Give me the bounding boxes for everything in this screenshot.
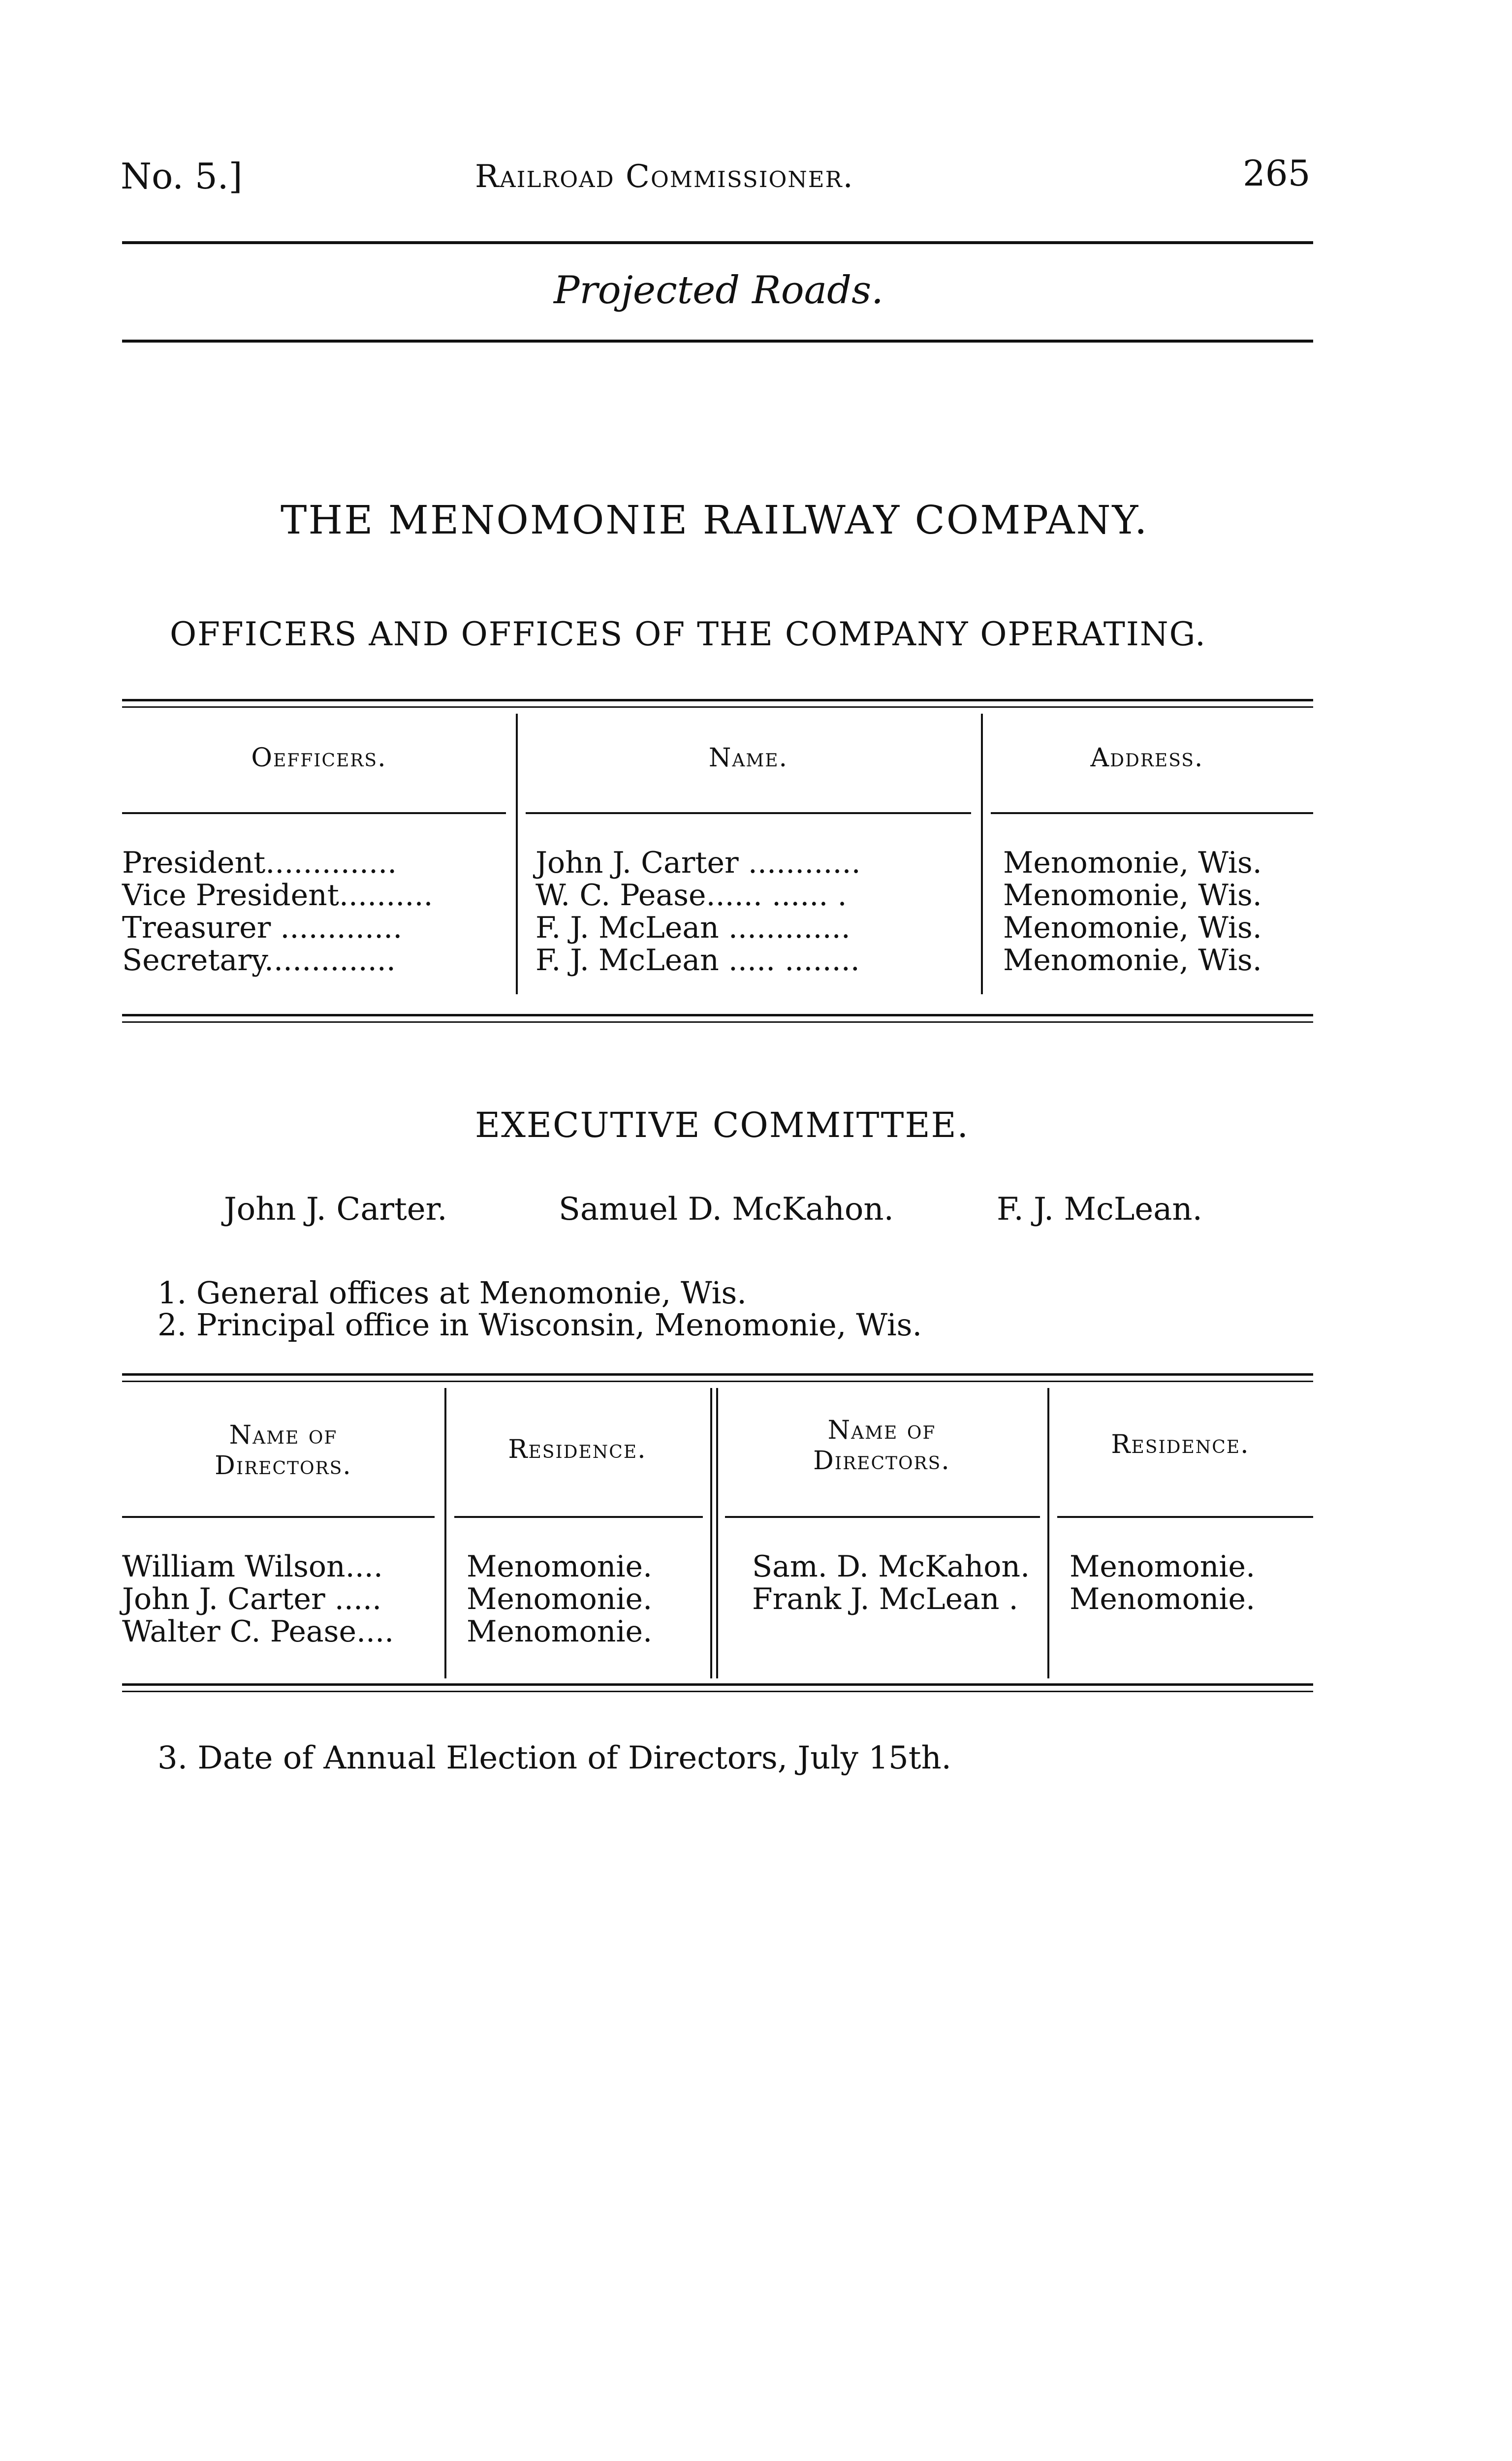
running-title: Railroad Commissioner. bbox=[475, 158, 854, 195]
director-name: John J. Carter ..... bbox=[122, 1582, 382, 1616]
director-residence: Menomonie. bbox=[467, 1614, 653, 1649]
table-bottom-rule bbox=[122, 1014, 1313, 1023]
officer-office: President.............. bbox=[122, 846, 397, 880]
officer-address: Menomonie, Wis. bbox=[1003, 846, 1262, 880]
header-underline bbox=[122, 812, 506, 814]
committee-member: F. J. McLean. bbox=[997, 1191, 1202, 1228]
director-residence: Menomonie. bbox=[1070, 1582, 1256, 1616]
note-general-offices: 1. General offices at Menomonie, Wis. bbox=[158, 1275, 747, 1311]
note-principal-office: 2. Principal office in Wisconsin, Menomonie, Wis. bbox=[158, 1307, 922, 1343]
section-title: Projected Roads. bbox=[554, 268, 883, 313]
header-rule bbox=[122, 241, 1313, 244]
header-line: Directors. bbox=[215, 1451, 352, 1481]
header-line: Name of bbox=[229, 1420, 338, 1450]
officer-name: John J. Carter ............ bbox=[536, 846, 861, 880]
header-address: Address. bbox=[1090, 743, 1204, 773]
officer-name: F. J. McLean ............. bbox=[536, 911, 850, 945]
section-rule bbox=[122, 340, 1313, 343]
header-line: Directors. bbox=[813, 1446, 950, 1476]
header-name: Name. bbox=[708, 743, 788, 773]
header-line: Name of bbox=[827, 1416, 936, 1445]
committee-member: Samuel D. McKahon. bbox=[559, 1191, 894, 1228]
header-underline bbox=[1057, 1516, 1313, 1518]
column-divider bbox=[444, 1388, 446, 1678]
page-number: 265 bbox=[1243, 153, 1311, 194]
officer-office: Vice President.......... bbox=[122, 878, 433, 913]
company-title: THE MENOMONIE RAILWAY COMPANY. bbox=[281, 497, 1149, 543]
officer-office: Secretary.............. bbox=[122, 943, 396, 978]
committee-member: John J. Carter. bbox=[224, 1191, 447, 1228]
officer-address: Menomonie, Wis. bbox=[1003, 878, 1262, 913]
executive-committee-title: EXECUTIVE COMMITTEE. bbox=[475, 1105, 969, 1145]
header-residence-left: Residence. bbox=[508, 1435, 647, 1464]
director-name: Frank J. McLean . bbox=[752, 1582, 1018, 1616]
page-label-left: No. 5.] bbox=[121, 156, 243, 197]
table-top-rule bbox=[122, 699, 1313, 708]
column-divider bbox=[710, 1388, 712, 1678]
director-name: Walter C. Pease.... bbox=[122, 1614, 394, 1649]
table-top-rule bbox=[122, 1373, 1313, 1382]
officer-address: Menomonie, Wis. bbox=[1003, 911, 1262, 945]
header-underline bbox=[991, 812, 1313, 814]
director-name: Sam. D. McKahon. bbox=[752, 1549, 1030, 1584]
officers-heading: OFFICERS AND OFFICES OF THE COMPANY OPERATING. bbox=[170, 615, 1207, 653]
director-name: William Wilson.... bbox=[122, 1549, 383, 1584]
header-residence-right: Residence. bbox=[1111, 1430, 1250, 1459]
header-underline bbox=[122, 1516, 435, 1518]
table-bottom-rule bbox=[122, 1683, 1313, 1692]
header-officers: Oefficers. bbox=[251, 743, 387, 773]
note-annual-election: 3. Date of Annual Election of Directors, July 15th. bbox=[158, 1740, 951, 1776]
header-underline bbox=[454, 1516, 703, 1518]
header-underline bbox=[725, 1516, 1040, 1518]
director-residence: Menomonie. bbox=[467, 1549, 653, 1584]
director-residence: Menomonie. bbox=[467, 1582, 653, 1616]
officer-address: Menomonie, Wis. bbox=[1003, 943, 1262, 978]
header-directors-left bbox=[122, 1420, 444, 1481]
officers-table bbox=[122, 699, 1313, 1034]
header-directors-right bbox=[716, 1415, 1047, 1476]
officer-name: W. C. Pease...... ...... . bbox=[536, 878, 847, 913]
officer-name: F. J. McLean ..... ........ bbox=[536, 943, 860, 978]
officer-office: Treasurer ............. bbox=[122, 911, 403, 945]
directors-table bbox=[122, 1373, 1313, 1703]
director-residence: Menomonie. bbox=[1070, 1549, 1256, 1584]
header-underline bbox=[526, 812, 971, 814]
